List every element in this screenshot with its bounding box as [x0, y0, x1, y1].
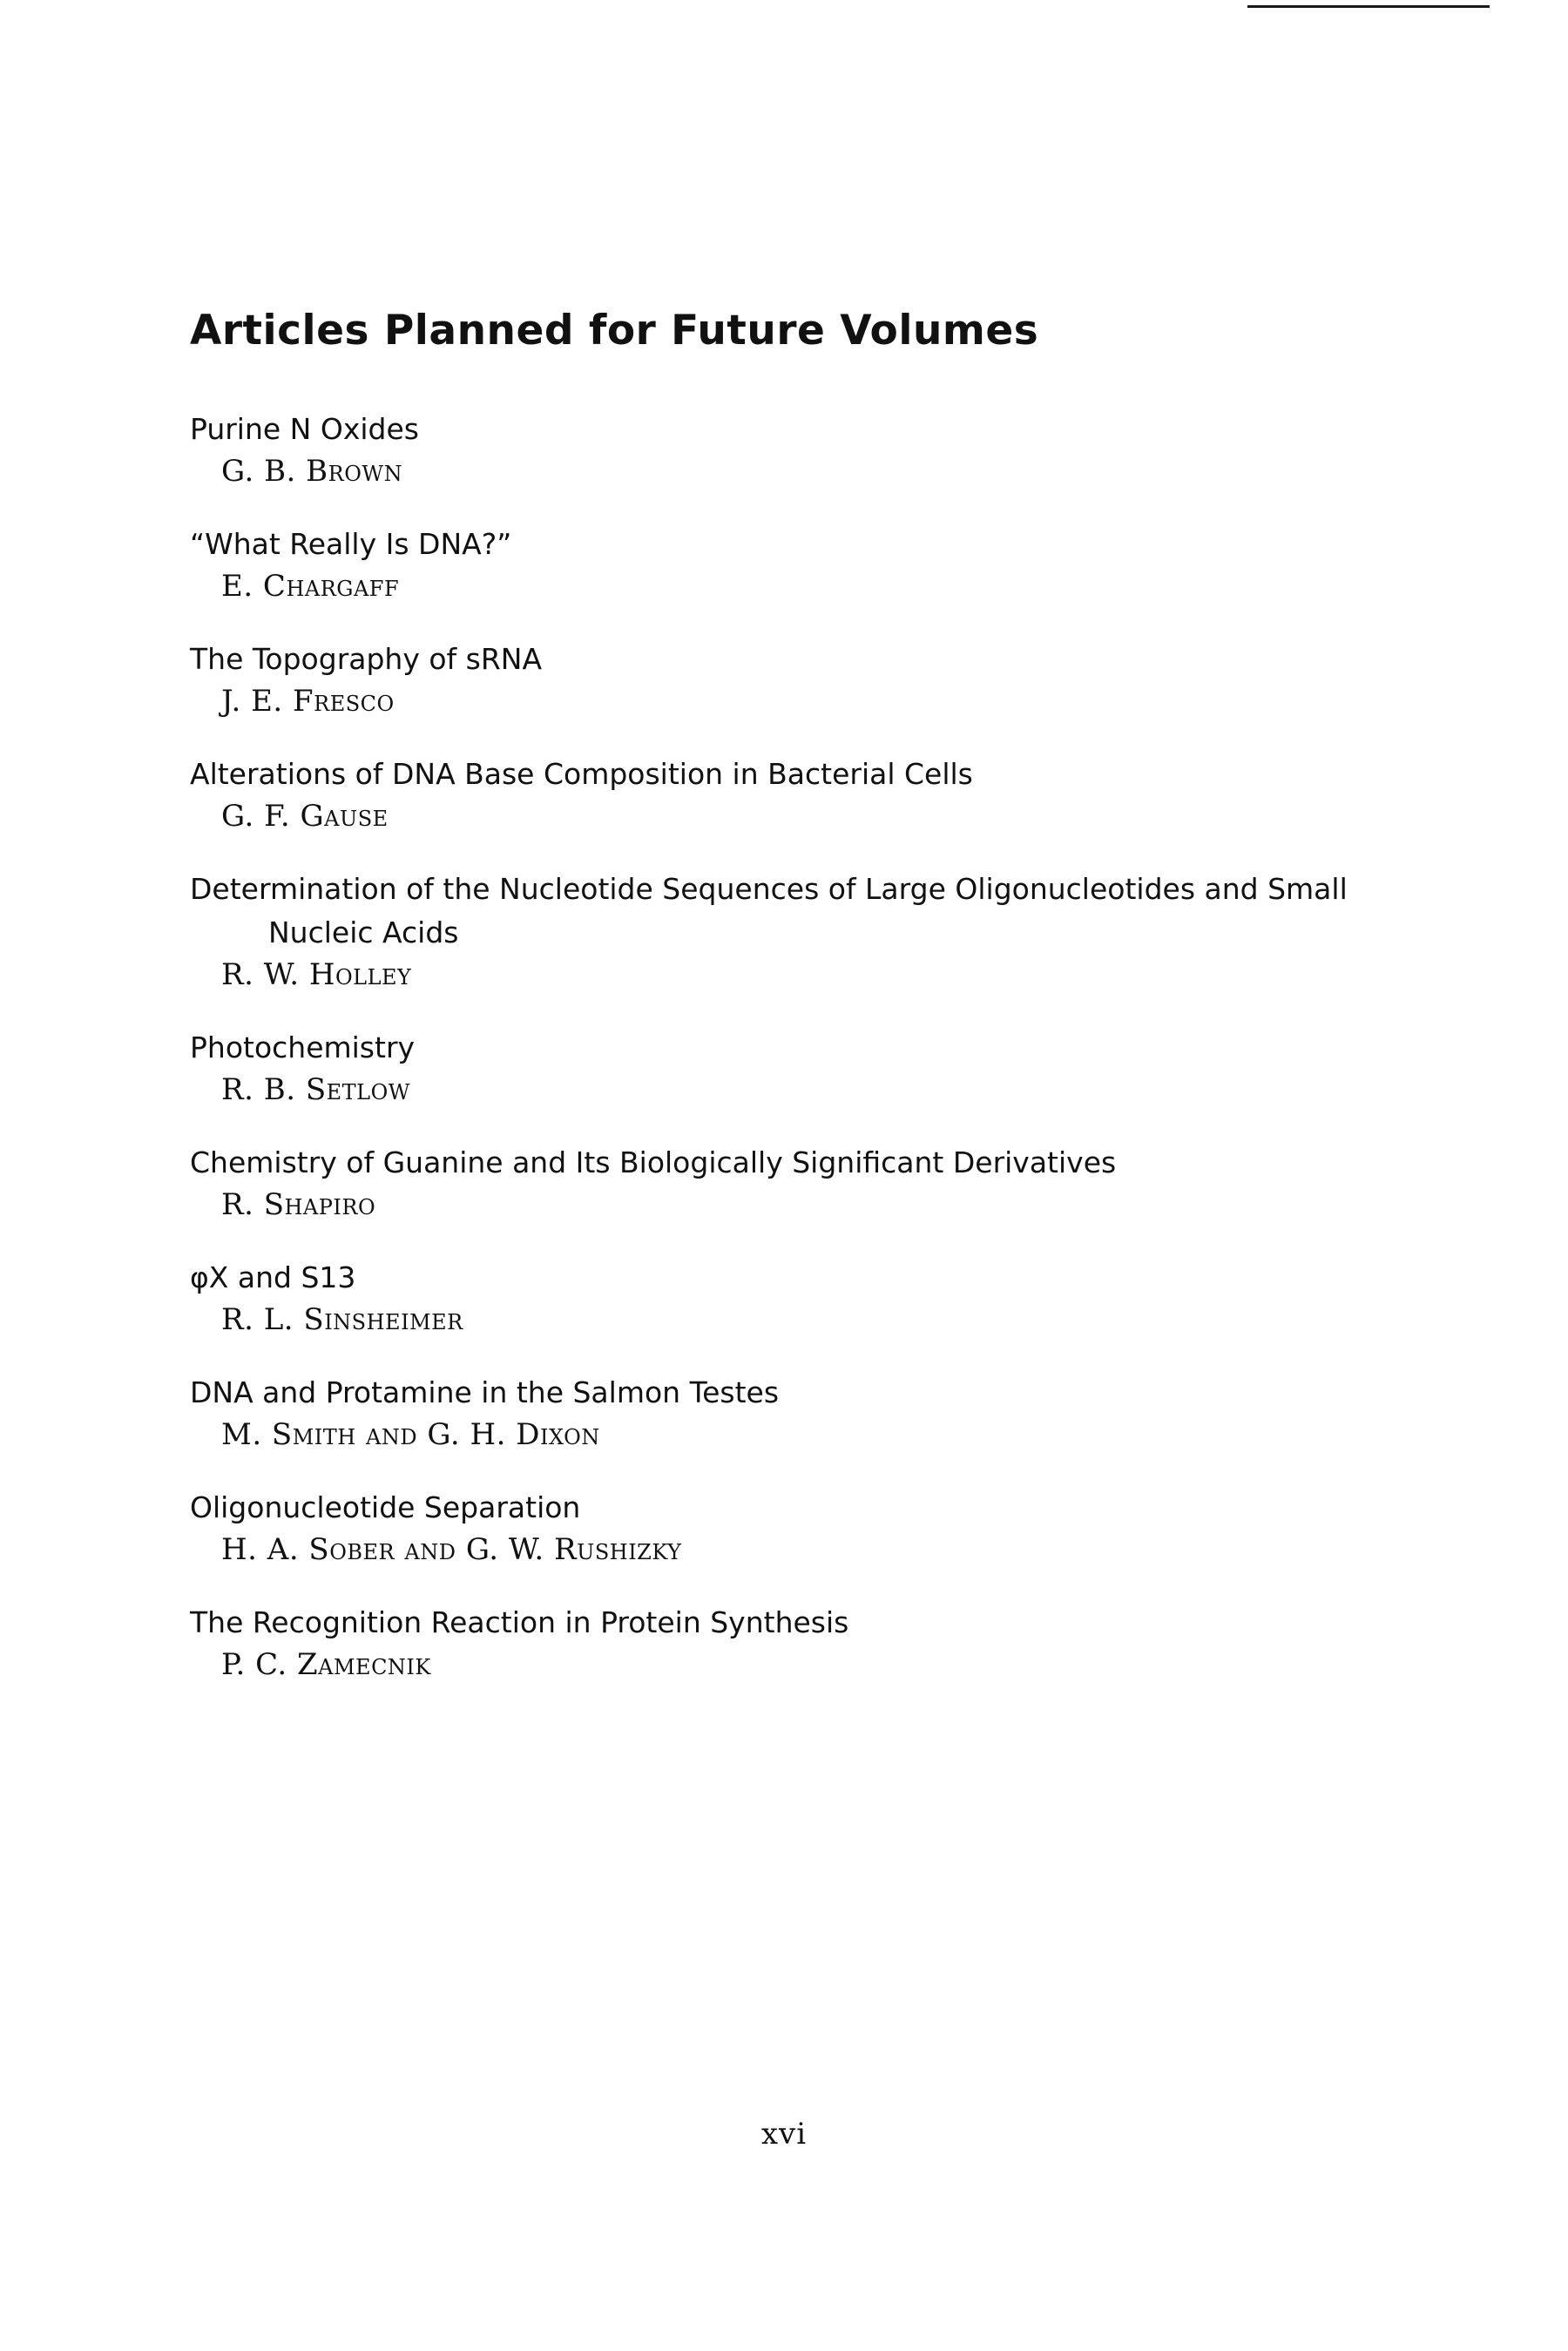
article-title: Determination of the Nucleotide Sequences of Large Oligonucleotides and Small Nucleic Acids	[190, 872, 1348, 949]
article-author: H. A. Sober and G. W. Rushizky	[221, 1532, 682, 1567]
article-title: φX and S13	[190, 1260, 356, 1294]
article-entry	[190, 523, 1375, 606]
article-author: G. F. Gause	[221, 799, 389, 834]
article-title: Oligonucleotide Separation	[190, 1490, 581, 1524]
top-rule-line	[1247, 5, 1490, 8]
article-author: E. Chargaff	[221, 569, 400, 604]
article-author: J. E. Fresco	[221, 684, 395, 719]
articles-list	[190, 408, 1375, 1716]
page-number: xvi	[760, 2117, 808, 2152]
article-title: Photochemistry	[190, 1030, 416, 1064]
article-author: R. L. Sinsheimer	[221, 1302, 463, 1337]
article-title: The Recognition Reaction in Protein Synthesis	[190, 1605, 849, 1639]
article-author: P. C. Zamecnik	[221, 1647, 431, 1682]
article-title: Purine N Oxides	[190, 412, 419, 446]
article-entry	[190, 1026, 1375, 1110]
article-entry	[190, 1601, 1375, 1685]
article-entry	[190, 868, 1375, 995]
article-author: G. B. Brown	[221, 454, 403, 489]
article-title: “What Really Is DNA?”	[190, 527, 512, 561]
article-entry	[190, 638, 1375, 721]
article-entry	[190, 1256, 1375, 1340]
article-title: The Topography of sRNA	[190, 642, 543, 676]
article-title: Alterations of DNA Base Composition in Bacterial Cells	[190, 757, 973, 791]
page-title: Articles Planned for Future Volumes	[190, 307, 1039, 355]
article-title: Chemistry of Guanine and Its Biologically Significant Derivatives	[190, 1145, 1117, 1179]
article-author: R. B. Setlow	[221, 1072, 410, 1107]
article-entry	[190, 1486, 1375, 1570]
article-entry	[190, 1141, 1375, 1225]
article-entry	[190, 1371, 1375, 1455]
article-author: M. Smith and G. H. Dixon	[221, 1417, 600, 1452]
article-title: DNA and Protamine in the Salmon Testes	[190, 1375, 780, 1409]
article-entry	[190, 408, 1375, 491]
article-author: R. W. Holley	[221, 957, 412, 992]
article-entry	[190, 753, 1375, 836]
article-author: R. Shapiro	[221, 1187, 376, 1222]
